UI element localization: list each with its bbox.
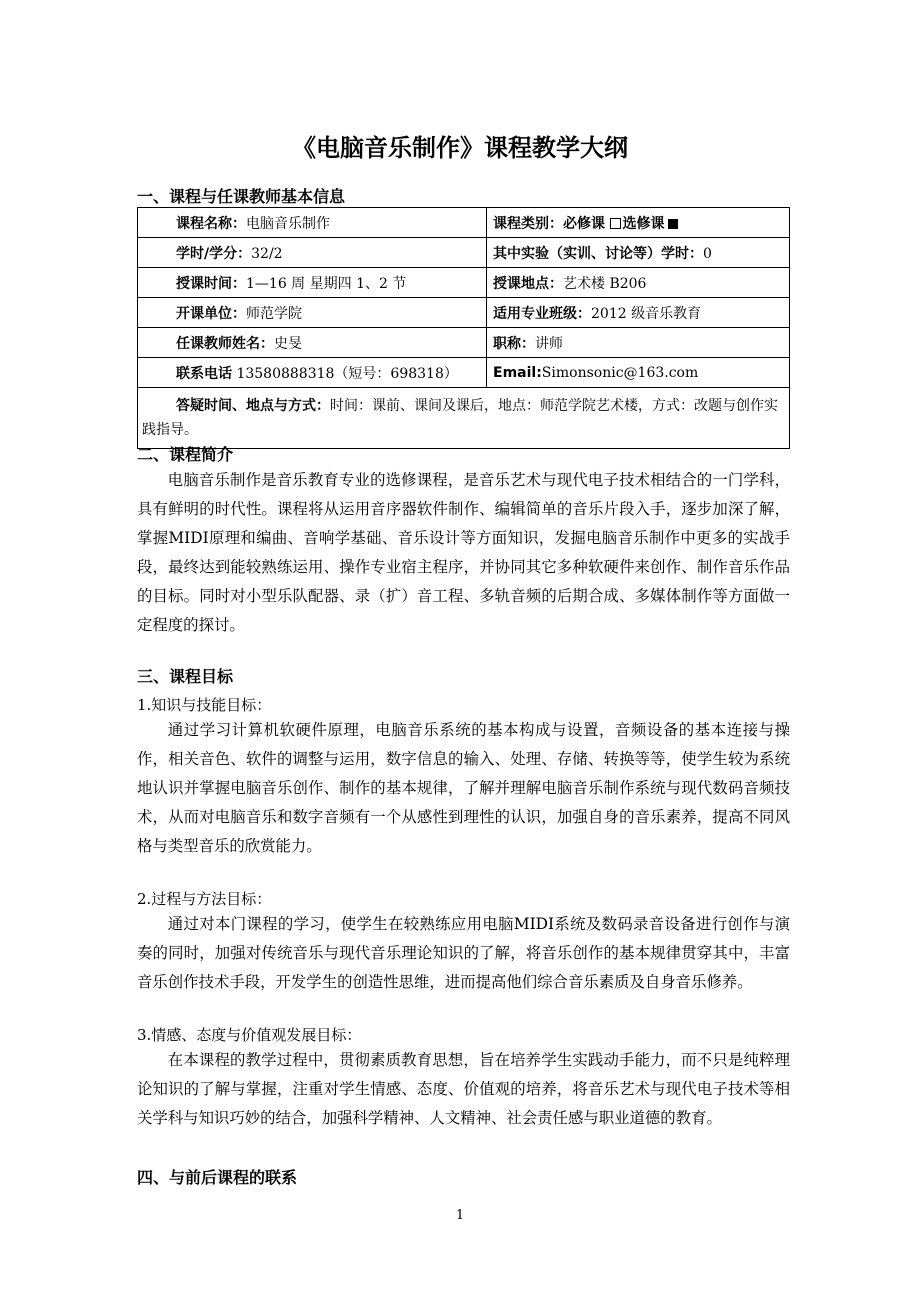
table-row xyxy=(138,358,790,388)
qa-label: 答疑时间、地点与方式： xyxy=(176,398,330,414)
section-4-heading: 四、与前后课程的联系 xyxy=(137,1168,298,1187)
hours-cell xyxy=(138,238,487,268)
place-cell xyxy=(487,268,790,298)
rank-cell xyxy=(487,328,790,358)
goal-3-paragraph: 在本课程的教学过程中，贯彻素质教育思想，旨在培养学生实践动手能力，而不只是纯粹理论知识的了解与掌握，注重对学生情感、态度、价值观的培养，将音乐艺术与现代电子技术等相关学科与知识巧妙的结合，加强科学精神、人文精神、社会责任感与职业道德的教育。 xyxy=(137,1051,790,1127)
course-info-table xyxy=(137,207,790,449)
table-row xyxy=(138,268,790,298)
rank-value: 讲师 xyxy=(535,335,563,352)
lab-hours-value: 0 xyxy=(703,245,712,262)
qa-cell xyxy=(138,388,790,449)
course-category-label: 课程类别： xyxy=(493,215,563,232)
category-option-required: 必修课 xyxy=(563,215,605,232)
teacher-label: 任课教师姓名： xyxy=(176,335,274,352)
hours-label: 学时/学分： xyxy=(176,245,252,262)
table-row xyxy=(138,238,790,268)
goal-3-title: 3.情感、态度与价值观发展目标： xyxy=(137,1026,362,1044)
checkbox-empty-icon xyxy=(610,218,621,229)
page-number: 1 xyxy=(455,1208,465,1223)
unit-cell xyxy=(138,298,487,328)
course-name-label: 课程名称： xyxy=(176,215,246,232)
course-category-cell xyxy=(487,208,790,238)
unit-value: 师范学院 xyxy=(246,305,302,322)
class-value: 2012 级音乐教育 xyxy=(591,305,702,322)
class-label: 适用专业班级： xyxy=(493,305,591,322)
class-cell xyxy=(487,298,790,328)
qa-value: 时间：课前、课间及课后，地点：师范学院艺术楼，方式：改题与创作实践指导。 xyxy=(142,398,778,438)
email-value: Simonsonic@163.com xyxy=(541,364,699,381)
course-name-cell xyxy=(138,208,487,238)
email-cell xyxy=(487,358,790,388)
phone-label: 联系电话 xyxy=(176,365,232,382)
table-row xyxy=(138,208,790,238)
table-row xyxy=(138,328,790,358)
course-intro-paragraph: 电脑音乐制作是音乐教育专业的选修课程，是音乐艺术与现代电子技术相结合的一门学科，具有鲜明的时代性。课程将从运用音序器软件制作、编辑简单的音乐片段入手，逐步加深了解，掌握MIDI原理和编曲、音响学基础、音乐设计等方面知识，发掘电脑音乐制作中更多的实战手段，最终达到能较熟练运用、操作专业宿主程序，并协同其它多种软硬件来创作、制作音乐作品的目标。同时对小型乐队配器、录（扩）音工程、多轨音频的后期合成、多媒体制作等方面做一定程度的探讨。 xyxy=(137,471,790,634)
teacher-cell xyxy=(138,328,487,358)
course-name-value: 电脑音乐制作 xyxy=(246,215,330,232)
goal-2-paragraph: 通过对本门课程的学习，使学生在较熟练应用电脑MIDI系统及数码录音设备进行创作与演奏的同时，加强对传统音乐与现代音乐理论知识的了解，将音乐创作的基本规律贯穿其中，丰富音乐创作技术手段，开发学生的创造性思维，进而提高他们综合音乐素质及自身音乐修养。 xyxy=(137,915,790,991)
teacher-value: 史旻 xyxy=(274,335,302,352)
time-label: 授课时间： xyxy=(176,275,246,292)
table-row xyxy=(138,388,790,449)
place-value: 艺术楼 B206 xyxy=(563,275,647,292)
section-3-heading: 三、课程目标 xyxy=(137,667,234,686)
rank-label: 职称： xyxy=(493,335,535,352)
phone-value: 13580888318（短号：698318） xyxy=(236,365,458,382)
email-label: Email: xyxy=(493,364,542,381)
section-2-heading: 二、课程简介 xyxy=(137,445,234,464)
unit-label: 开课单位： xyxy=(176,305,246,322)
goal-1-title: 1.知识与技能目标： xyxy=(137,696,272,714)
table-row xyxy=(138,298,790,328)
lab-hours-label: 其中实验（实训、讨论等）学时： xyxy=(493,245,703,262)
category-option-elective: 选修课 xyxy=(622,215,665,232)
lab-hours-cell xyxy=(487,238,790,268)
time-cell xyxy=(138,268,487,298)
place-label: 授课地点： xyxy=(493,275,563,292)
goal-2-title: 2.过程与方法目标： xyxy=(137,890,272,908)
section-1-heading: 一、课程与任课教师基本信息 xyxy=(137,187,346,206)
time-value: 1—16 周 星期四 1、2 节 xyxy=(246,275,407,292)
checkbox-filled-icon xyxy=(668,219,678,229)
goal-1-paragraph: 通过学习计算机软硬件原理，电脑音乐系统的基本构成与设置，音频设备的基本连接与操作，相关音色、软件的调整与运用，数字信息的输入、处理、存储、转换等等，使学生较为系统地认识并掌握电脑音乐创作、制作的基本规律，了解并理解电脑音乐制作系统与现代数码音频技术，从而对电脑音乐和数字音频有一个从感性到理性的认识，加强自身的音乐素养，提高不同风格与类型音乐的欣赏能力。 xyxy=(137,721,790,855)
hours-value: 32/2 xyxy=(251,245,283,262)
document-title: 《电脑音乐制作》课程教学大纲 xyxy=(292,134,628,162)
phone-cell xyxy=(138,358,487,388)
